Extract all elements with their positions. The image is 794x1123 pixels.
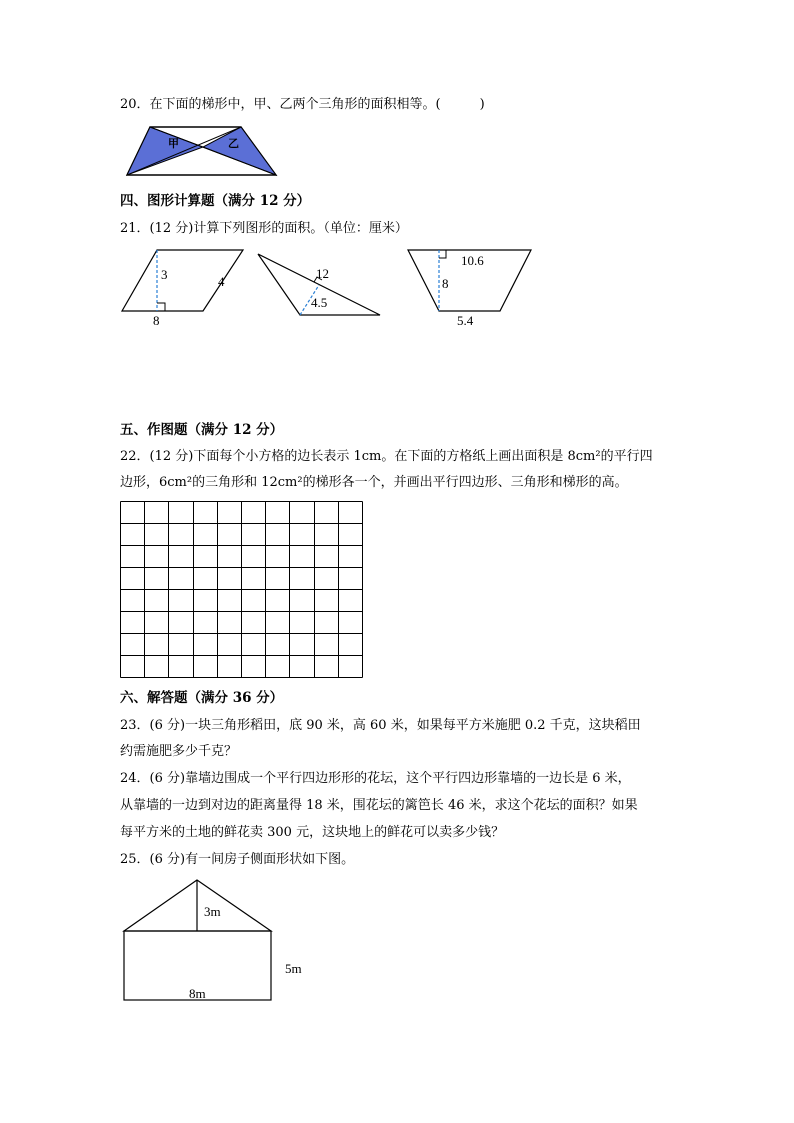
question-23-line1: 23．(6 分)一块三角形稻田，底 90 米，高 60 米，如果每平方米施肥 0.2 千克，这块稻田 [120, 718, 641, 733]
section-6-heading: 六、解答题（满分 36 分） [120, 690, 284, 706]
parallelogram-height-label: 3 [161, 267, 168, 282]
question-23-line2: 约需施肥多少千克？ [120, 744, 238, 759]
question-25-text: 25．(6 分)有一间房子侧面形状如下图。 [120, 852, 355, 867]
label-jia: 甲 [168, 137, 179, 150]
trapezoid-top-label: 10.6 [461, 253, 484, 268]
triangle-side-label: 12 [316, 266, 329, 281]
roof-height-label: 3m [204, 904, 221, 919]
label-yi: 乙 [228, 137, 239, 150]
question-20-text: 20．在下面的梯形中，甲、乙两个三角形的面积相等。( ) [120, 97, 485, 112]
question-22-line1: 22．(12 分)下面每个小方格的边长表示 1cm。在下面的方格纸上画出面积是 8cm²的平行四 [120, 449, 653, 464]
trapezoid-bottom-label: 5.4 [457, 313, 474, 328]
question-21-text: 21．(12 分)计算下列图形的面积。（单位：厘米） [120, 221, 408, 236]
question-24-line2: 从靠墙的一边到对边的距离量得 18 米，围花坛的篱笆长 46 米，求这个花坛的面积？如果 [120, 798, 638, 813]
question-24-line3: 每平方米的土地的鲜花卖 300 元，这块地上的鲜花可以卖多少钱？ [120, 825, 505, 840]
parallelogram-base-label: 8 [153, 313, 160, 328]
triangle-height-label: 4.5 [311, 295, 328, 310]
question-22-line2: 边形，6cm²的三角形和 12cm²的梯形各一个，并画出平行四边形、三角形和梯形的高。 [120, 475, 628, 490]
trapezoid-height-label: 8 [442, 276, 449, 291]
section-4-heading: 四、图形计算题（满分 12 分） [120, 193, 311, 209]
house-width-label: 8m [189, 986, 206, 1001]
section-5-heading: 五、作图题（满分 12 分） [120, 422, 284, 438]
question-24-line1: 24．(6 分)靠墙边围成一个平行四边形形的花坛，这个平行四边形靠墙的一边长是 6 米， [120, 771, 631, 786]
parallelogram-side-label: 4 [218, 274, 225, 289]
wall-height-label: 5m [285, 961, 302, 976]
